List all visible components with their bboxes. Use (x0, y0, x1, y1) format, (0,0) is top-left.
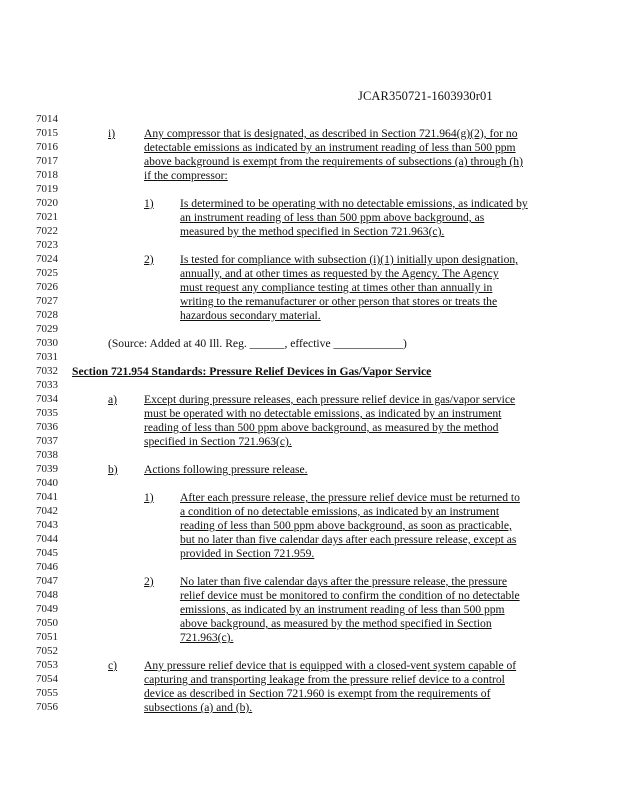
line-number: 7047 (36, 575, 58, 587)
para-c-label: c) (108, 659, 118, 672)
line-number: 7044 (36, 533, 58, 545)
para-a-line-1: Except during pressure releases, each pressure relief device in gas/vapor service (144, 393, 516, 406)
line-number: 7030 (36, 337, 58, 349)
line-number: 7054 (36, 673, 58, 685)
para-i2-line-4: writing to the remanufacturer or other person that stores or treats the (180, 295, 498, 308)
line-number: 7055 (36, 687, 58, 699)
para-b1-line-5: provided in Section 721.959. (180, 547, 315, 560)
para-i2-line-3: must request any compliance testing at times other than annually in (180, 281, 493, 294)
line-number: 7051 (36, 631, 58, 643)
para-i2-line-2: annually, and at other times as requested by the Agency. The Agency (180, 267, 499, 280)
para-i2-line-1: Is tested for compliance with subsection (i)(1) initially upon designation, (180, 253, 519, 266)
line-number: 7014 (36, 113, 58, 125)
para-c-line-4: subsections (a) and (b). (144, 701, 253, 714)
para-b2-label: 2) (144, 575, 154, 588)
para-a-line-2: must be operated with no detectable emissions, as indicated by an instrument (144, 407, 502, 420)
line-number: 7023 (36, 239, 58, 251)
line-number: 7015 (36, 127, 58, 139)
page-header: JCAR350721-1603930r01 (358, 89, 493, 103)
para-b2-line-4: above background, as measured by the method specified in Section (180, 617, 492, 630)
line-number: 7025 (36, 267, 58, 279)
para-i2-label: 2) (144, 253, 154, 266)
line-number: 7043 (36, 519, 58, 531)
para-i-line-3: above background is exempt from the requirements of subsections (a) through (h) (144, 155, 523, 168)
para-c-line-3: device as described in Section 721.960 is exempt from the requirements of (144, 687, 491, 700)
para-b-label: b) (108, 463, 118, 476)
line-number: 7046 (36, 561, 58, 573)
line-number: 7031 (36, 351, 58, 363)
para-c-line-2: capturing and transporting leakage from the pressure relief device to a control (144, 673, 505, 686)
para-i1-label: 1) (144, 197, 154, 210)
para-b1-line-3: reading of less than 500 ppm above background, as soon as practicable, (180, 519, 512, 532)
line-number: 7017 (36, 155, 58, 167)
line-number: 7053 (36, 659, 58, 671)
line-number: 7028 (36, 309, 58, 321)
line-number: 7019 (36, 183, 58, 195)
para-i-line-2: detectable emissions as indicated by an instrument reading of less than 500 ppm (144, 141, 516, 154)
line-number: 7021 (36, 211, 58, 223)
line-number: 7018 (36, 169, 58, 181)
line-number: 7032 (36, 365, 58, 377)
para-i-label: i) (108, 127, 116, 140)
line-number: 7034 (36, 393, 58, 405)
line-number: 7040 (36, 477, 58, 489)
line-number: 7038 (36, 449, 58, 461)
line-number: 7022 (36, 225, 58, 237)
line-number: 7045 (36, 547, 58, 559)
para-i1-line-2: an instrument reading of less than 500 ppm above background, as (180, 211, 485, 224)
line-number: 7036 (36, 421, 58, 433)
para-i2-line-5: hazardous secondary material. (180, 309, 321, 322)
para-b2-line-2: relief device must be monitored to confirm the condition of no detectable (180, 589, 520, 602)
para-b2-line-5: 721.963(c). (180, 631, 234, 644)
para-c-line-1: Any pressure relief device that is equipped with a closed-vent system capable of (144, 659, 517, 672)
para-b1-line-4: but no later than five calendar days after each pressure release, except as (180, 533, 517, 546)
line-number: 7027 (36, 295, 58, 307)
line-number: 7041 (36, 491, 58, 503)
para-a-label: a) (108, 393, 118, 406)
section-heading: Section 721.954 Standards: Pressure Relief Devices in Gas/Vapor Service (72, 365, 432, 378)
para-i-line-1: Any compressor that is designated, as described in Section 721.964(g)(2), for no (144, 127, 518, 140)
line-number: 7037 (36, 435, 58, 447)
para-b2-line-1: No later than five calendar days after the pressure release, the pressure (180, 575, 508, 588)
para-b1-label: 1) (144, 491, 154, 504)
line-number: 7026 (36, 281, 58, 293)
line-number: 7052 (36, 645, 58, 657)
para-b1-line-2: a condition of no detectable emissions, as indicated by an instrument (180, 505, 500, 518)
line-number: 7050 (36, 617, 58, 629)
para-b2-line-3: emissions, as indicated by an instrument reading of less than 500 ppm (180, 603, 505, 616)
para-a-line-3: reading of less than 500 ppm above background, as measured by the method (144, 421, 499, 434)
line-number: 7016 (36, 141, 58, 153)
para-i-line-4: if the compressor: (144, 169, 228, 182)
line-number: 7039 (36, 463, 58, 475)
line-number: 7049 (36, 603, 58, 615)
para-b1-line-1: After each pressure release, the pressure relief device must be returned to (180, 491, 520, 504)
line-number: 7056 (36, 701, 58, 713)
para-i1-line-3: measured by the method specified in Section 721.963(c). (180, 225, 445, 238)
line-number: 7035 (36, 407, 58, 419)
line-number: 7033 (36, 379, 58, 391)
para-b-line-1: Actions following pressure release. (144, 463, 308, 476)
para-a-line-4: specified in Section 721.963(c). (144, 435, 292, 448)
line-number: 7048 (36, 589, 58, 601)
line-number: 7042 (36, 505, 58, 517)
line-number: 7020 (36, 197, 58, 209)
line-number: 7029 (36, 323, 58, 335)
para-i1-line-1: Is determined to be operating with no detectable emissions, as indicated by (180, 197, 528, 210)
line-number: 7024 (36, 253, 58, 265)
source-note: (Source: Added at 40 Ill. Reg. ______, effective ____________) (108, 337, 407, 350)
